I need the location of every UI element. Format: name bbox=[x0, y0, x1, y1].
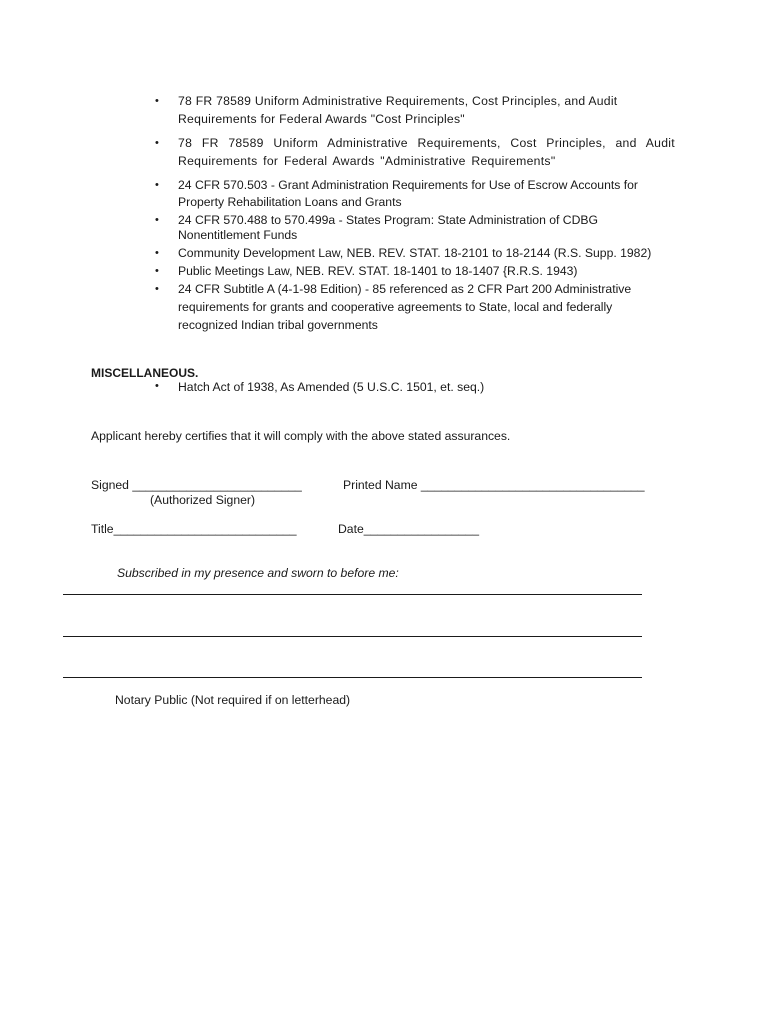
list-item: • 78 FR 78589 Uniform Administrative Requirements, Cost Principles, and Audit Requirements for Federal Awards "Cost Principles" bbox=[155, 92, 675, 128]
list-item: • Public Meetings Law, NEB. REV. STAT. 18-1401 to 18-1407 {R.R.S. 1943) bbox=[155, 263, 675, 280]
printed-name-line[interactable]: Printed Name _________________________________ bbox=[343, 478, 645, 492]
certification-statement: Applicant hereby certifies that it will comply with the above stated assurances. bbox=[91, 429, 511, 443]
list-item: • 24 CFR 570.488 to 570.499a - States Program: State Administration of CDBG Nonentitlement Funds bbox=[155, 213, 675, 243]
miscellaneous-heading: MISCELLANEOUS. bbox=[91, 366, 199, 380]
date-line[interactable]: Date_________________ bbox=[338, 522, 479, 536]
notary-blank-line[interactable] bbox=[63, 636, 642, 637]
list-item: • Hatch Act of 1938, As Amended (5 U.S.C. 1501, et. seq.) bbox=[155, 380, 484, 394]
list-item: • 24 CFR 570.503 - Grant Administration Requirements for Use of Escrow Accounts for Property Rehabilitation Loans and Grants bbox=[155, 177, 675, 210]
list-item: • Community Development Law, NEB. REV. STAT. 18-2101 to 18-2144 (R.S. Supp. 1982) bbox=[155, 245, 675, 262]
notary-subscribed-text: Subscribed in my presence and sworn to before me: bbox=[117, 566, 399, 580]
list-item: • 24 CFR Subtitle A (4-1-98 Edition) - 85 referenced as 2 CFR Part 200 Administrative requirements for grants and cooperative agreements to State, local and federally recognized Indian tribal governments bbox=[155, 280, 675, 334]
notary-blank-line[interactable] bbox=[63, 677, 642, 678]
list-item: • 78 FR 78589 Uniform Administrative Requirements, Cost Principles, and Audit Requirements for Federal Awards "Administrative Requirements" bbox=[155, 134, 675, 170]
title-line[interactable]: Title___________________________ bbox=[91, 522, 297, 536]
notary-blank-line[interactable] bbox=[63, 594, 642, 595]
notary-public-caption: Notary Public (Not required if on letterhead) bbox=[115, 693, 351, 707]
regulations-list bbox=[155, 92, 675, 334]
signed-line[interactable]: Signed _________________________ bbox=[91, 478, 302, 492]
authorized-signer-caption: (Authorized Signer) bbox=[150, 493, 255, 507]
